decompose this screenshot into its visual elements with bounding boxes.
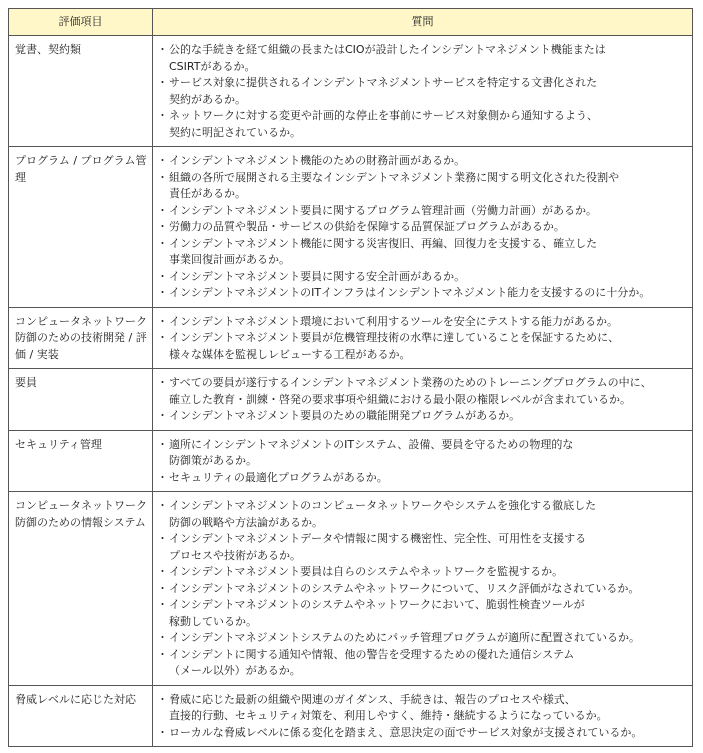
question-list [159,498,688,680]
table-header-row [9,9,693,36]
table-row [9,685,693,747]
evaluation-table-container [8,8,692,747]
question-item: ・ インシデントマネジメント要員は自らのシステムやネットワークを監視するか。 [159,564,688,581]
question-list [159,375,688,425]
question-list [159,153,688,302]
question-cell [153,492,693,686]
table-row [9,369,693,431]
question-item: ・ ネットワークに対する変更や計画的な停止を事前にサービス対象側から通知するよう、 契約に明記されているか。 [159,108,688,141]
question-item: ・ 適所にインシデントマネジメントのITシステム、設備、要員を守るための物理的な 防御策があるか。 [159,437,688,470]
question-list [159,692,688,742]
evaluation-item-cell: プログラム / プログラム管理 [9,147,153,308]
evaluation-item-cell: セキュリティ管理 [9,430,153,492]
question-item: ・ インシデントマネジメントのシステムやネットワークについて、リスク評価がなされているか。 [159,581,688,598]
evaluation-item-cell: コンピュータネットワーク防御のための技術開発 / 評価 / 実装 [9,307,153,369]
evaluation-table [8,8,693,747]
question-item: ・ インシデントマネジメントデータや情報に関する機密性、完全性、可用性を支援する プロセスや技術があるか。 [159,531,688,564]
question-cell [153,369,693,431]
question-item: ・ インシデントマネジメント環境において利用するツールを安全にテストする能力があるか。 [159,314,688,331]
question-cell [153,307,693,369]
header-evaluation-item: 評価項目 [9,9,153,36]
table-row [9,147,693,308]
question-item: ・ セキュリティの最適化プログラムがあるか。 [159,470,688,487]
table-row [9,307,693,369]
table-body [9,36,693,747]
question-item: ・ 組織の各所で展開される主要なインシデントマネジメント業務に関する明文化された役割や 責任があるか。 [159,170,688,203]
question-item: ・ インシデントマネジメントのコンピュータネットワークやシステムを強化する徹底した 防御の戦略や方法論があるか。 [159,498,688,531]
question-cell [153,147,693,308]
question-item: ・ 脅威に応じた最新の組織や関連のガイダンス、手続きは、報告のプロセスや様式、 直接的行動、セキュリティ対策を、利用しやすく、維持・継続するようになっているか。 [159,692,688,725]
question-cell [153,430,693,492]
question-item: ・ インシデントマネジメント要員のための職能開発プログラムがあるか。 [159,408,688,425]
question-item: ・ インシデントマネジメント要員に関するプログラム管理計画（労働力計画）があるか。 [159,203,688,220]
question-item: ・ インシデントマネジメントシステムのためにパッチ管理プログラムが適所に配置されているか。 [159,630,688,647]
evaluation-item-cell: 脅威レベルに応じた対応 [9,685,153,747]
question-item: ・ インシデントマネジメントのITインフラはインシデントマネジメント能力を支援するのに十分か。 [159,285,688,302]
question-item: ・ インシデントマネジメント機能のための財務計画があるか。 [159,153,688,170]
evaluation-item-cell: 覚書、契約類 [9,36,153,147]
table-row [9,36,693,147]
question-item: ・ ローカルな脅威レベルに係る変化を踏まえ、意思決定の面でサービス対象が支援されているか。 [159,725,688,742]
question-item: ・ すべての要員が遂行するインシデントマネジメント業務のためのトレーニングプログラムの中に、 確立した教育・訓練・啓発の要求事項や組織における最小限の権限レベルが含まれているか。 [159,375,688,408]
question-cell [153,685,693,747]
question-item: ・ インシデントマネジメントのシステムやネットワークにおいて、脆弱性検査ツールが 稼動しているか。 [159,597,688,630]
question-item: ・ インシデントマネジメント要員が危機管理技術の水準に達していることを保証するために、 様々な媒体を監視しレビューする工程があるか。 [159,330,688,363]
question-cell [153,36,693,147]
header-question: 質問 [153,9,693,36]
question-item: ・ インシデントに関する通知や情報、他の警告を受理するための優れた通信システム （メール以外）があるか。 [159,647,688,680]
question-item: ・ 労働力の品質や製品・サービスの供給を保障する品質保証プログラムがあるか。 [159,219,688,236]
question-list [159,437,688,487]
question-item: ・ 公的な手続きを経て組織の長またはCIOが設計したインシデントマネジメント機能または CSIRTがあるか。 [159,42,688,75]
question-list [159,42,688,141]
question-item: ・ インシデントマネジメント要員に関する安全計画があるか。 [159,269,688,286]
table-row [9,430,693,492]
question-item: ・ インシデントマネジメント機能に関する災害復旧、再編、回復力を支援する、確立した 事業回復計画があるか。 [159,236,688,269]
evaluation-item-cell: 要員 [9,369,153,431]
question-list [159,314,688,364]
table-row [9,492,693,686]
question-item: ・ サービス対象に提供されるインシデントマネジメントサービスを特定する文書化された 契約があるか。 [159,75,688,108]
evaluation-item-cell: コンピュータネットワーク防御のための情報システム [9,492,153,686]
